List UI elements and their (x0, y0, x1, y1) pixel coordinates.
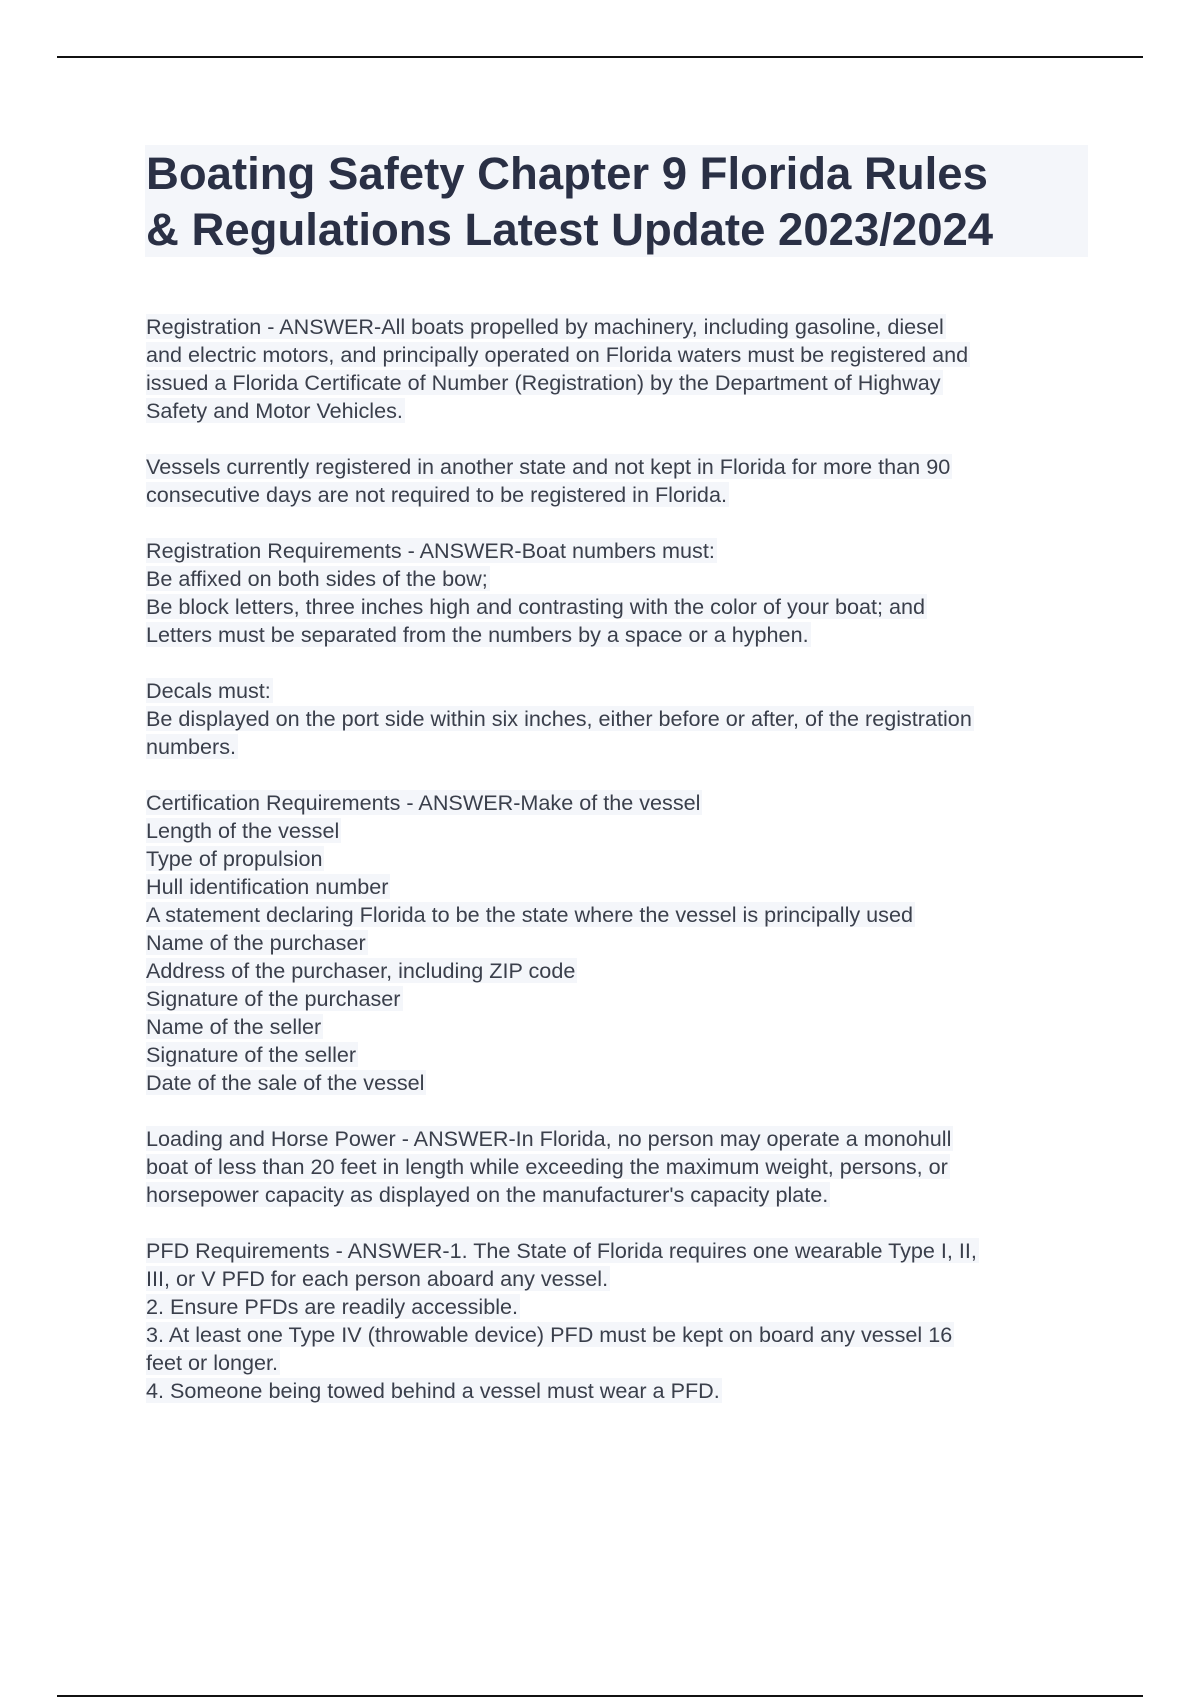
paragraph-line-wrapper (146, 481, 1086, 509)
paragraph-line: Date of the sale of the vessel (146, 1070, 425, 1095)
paragraph-line: A statement declaring Florida to be the state where the vessel is principally used (146, 902, 913, 927)
paragraph-line-wrapper (146, 789, 1086, 817)
paragraph-line: Name of the purchaser (146, 930, 366, 955)
paragraph-line-wrapper (146, 873, 1086, 901)
paragraph-line: Be displayed on the port side within six inches, either before or after, of the registration (146, 706, 972, 731)
paragraph-line-wrapper (146, 733, 1086, 761)
paragraph-line-wrapper (146, 957, 1086, 985)
qa-paragraph (146, 313, 1086, 425)
paragraph-line: horsepower capacity as displayed on the manufacturer's capacity plate. (146, 1182, 829, 1207)
paragraph-line: 2. Ensure PFDs are readily accessible. (146, 1294, 519, 1319)
paragraph-line: Be affixed on both sides of the bow; (146, 566, 488, 591)
paragraph-line-wrapper (146, 453, 1086, 481)
paragraph-line-wrapper (146, 1293, 1086, 1321)
qa-paragraph (146, 677, 1086, 761)
paragraph-line: 3. At least one Type IV (throwable device) PFD must be kept on board any vessel 16 (146, 1322, 953, 1347)
paragraph-line: III, or V PFD for each person aboard any vessel. (146, 1266, 609, 1291)
paragraph-line-wrapper (146, 817, 1086, 845)
paragraph-line: 4. Someone being towed behind a vessel must wear a PFD. (146, 1378, 720, 1403)
paragraph-line: Address of the purchaser, including ZIP code (146, 958, 576, 983)
paragraph-line: Signature of the seller (146, 1042, 357, 1067)
paragraph-line-wrapper (146, 901, 1086, 929)
qa-paragraph (146, 537, 1086, 649)
paragraph-line: Hull identification number (146, 874, 389, 899)
paragraph-line-wrapper (146, 1237, 1086, 1265)
paragraph-line-wrapper (146, 1069, 1086, 1097)
paragraph-line: boat of less than 20 feet in length while exceeding the maximum weight, persons, or (146, 1154, 948, 1179)
paragraph-line-wrapper (146, 929, 1086, 957)
paragraph-line: Vessels currently registered in another state and not kept in Florida for more than 90 (146, 454, 951, 479)
paragraph-line: Length of the vessel (146, 818, 340, 843)
paragraph-line-wrapper (146, 537, 1086, 565)
paragraph-line: Name of the seller (146, 1014, 322, 1039)
paragraph-line: Loading and Horse Power - ANSWER-In Florida, no person may operate a monohull (146, 1126, 952, 1151)
paragraph-line: Type of propulsion (146, 846, 323, 871)
paragraph-line: and electric motors, and principally operated on Florida waters must be registered and (146, 342, 969, 367)
paragraph-line-wrapper (146, 1321, 1086, 1349)
paragraph-line-wrapper (146, 341, 1086, 369)
paragraph-line-wrapper (146, 313, 1086, 341)
document-body (146, 313, 1086, 1433)
paragraph-line-wrapper (146, 1181, 1086, 1209)
paragraph-line-wrapper (146, 1349, 1086, 1377)
paragraph-line: Signature of the purchaser (146, 986, 401, 1011)
paragraph-line: numbers. (146, 734, 237, 759)
document-title (146, 146, 1106, 258)
paragraph-line: Registration Requirements - ANSWER-Boat numbers must: (146, 538, 715, 563)
paragraph-line-wrapper (146, 1041, 1086, 1069)
paragraph-line: consecutive days are not required to be registered in Florida. (146, 482, 727, 507)
paragraph-line: issued a Florida Certificate of Number (Registration) by the Department of Highway (146, 370, 941, 395)
paragraph-line-wrapper (146, 845, 1086, 873)
qa-paragraph (146, 789, 1086, 1097)
title-line: & Regulations Latest Update 2023/2024 (146, 204, 994, 255)
paragraph-line-wrapper (146, 1153, 1086, 1181)
paragraph-line-wrapper (146, 705, 1086, 733)
paragraph-line-wrapper (146, 985, 1086, 1013)
bottom-divider-line (57, 1695, 1143, 1697)
paragraph-line: PFD Requirements - ANSWER-1. The State of Florida requires one wearable Type I, II, (146, 1238, 977, 1263)
paragraph-line-wrapper (146, 369, 1086, 397)
qa-paragraph (146, 453, 1086, 509)
title-line: Boating Safety Chapter 9 Florida Rules (146, 148, 988, 199)
paragraph-line-wrapper (146, 397, 1086, 425)
paragraph-line: Registration - ANSWER-All boats propelled by machinery, including gasoline, diesel (146, 314, 944, 339)
paragraph-line-wrapper (146, 1013, 1086, 1041)
qa-paragraph (146, 1125, 1086, 1209)
paragraph-line-wrapper (146, 621, 1086, 649)
paragraph-line: feet or longer. (146, 1350, 279, 1375)
top-divider-line (57, 56, 1143, 58)
paragraph-line: Be block letters, three inches high and contrasting with the color of your boat; and (146, 594, 926, 619)
qa-paragraph (146, 1237, 1086, 1405)
paragraph-line: Decals must: (146, 678, 271, 703)
paragraph-line-wrapper (146, 1125, 1086, 1153)
paragraph-line-wrapper (146, 1377, 1086, 1405)
paragraph-line-wrapper (146, 677, 1086, 705)
paragraph-line-wrapper (146, 593, 1086, 621)
paragraph-line: Safety and Motor Vehicles. (146, 398, 403, 423)
paragraph-line: Letters must be separated from the numbers by a space or a hyphen. (146, 622, 809, 647)
paragraph-line-wrapper (146, 565, 1086, 593)
paragraph-line: Certification Requirements - ANSWER-Make of the vessel (146, 790, 701, 815)
paragraph-line-wrapper (146, 1265, 1086, 1293)
